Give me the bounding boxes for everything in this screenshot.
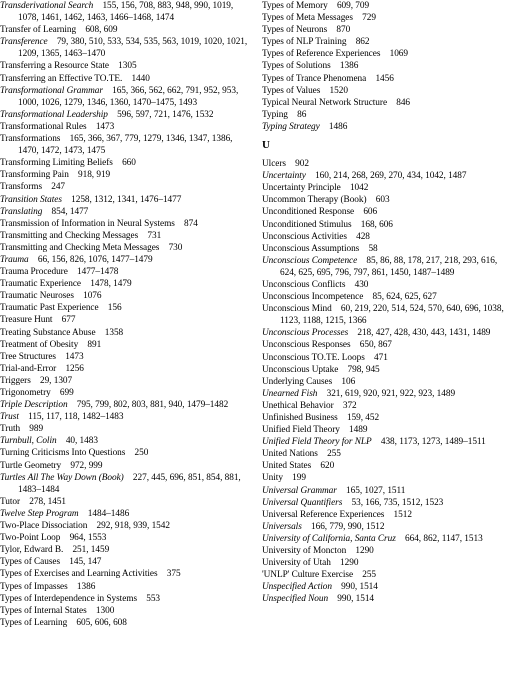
index-entry: [0, 230, 252, 242]
index-term: Unified Field Theory: [262, 425, 340, 436]
index-term: University of Utah: [262, 558, 331, 569]
index-term: Transforming Limiting Beliefs: [0, 158, 113, 169]
index-term: Unconscious Uptake: [262, 364, 339, 375]
index-pages: 1477–1478: [77, 267, 119, 278]
index-term: Unconscious Assumptions: [262, 243, 360, 254]
index-group-u: [262, 158, 506, 605]
index-term: Typical Neural Network Structure: [262, 97, 388, 108]
index-pages: 677: [61, 315, 76, 326]
index-pages: 1486: [328, 121, 348, 132]
index-entry: [262, 0, 506, 12]
index-pages: 1489: [349, 425, 368, 436]
index-term: Unconditioned Stimulus: [262, 219, 352, 230]
index-pages: 159, 452: [346, 413, 380, 423]
index-term: Trauma: [0, 254, 29, 265]
index-term: Transferring a Resource State: [0, 61, 109, 72]
index-pages: 160, 214, 268, 269, 270, 434, 1042, 1487: [315, 171, 467, 182]
index-entry: [262, 545, 506, 557]
index-term: Turnbull, Colin: [0, 436, 57, 447]
index-term: Trust: [0, 412, 19, 423]
index-term: Transformational Grammar: [0, 85, 103, 96]
index-pages: 891: [87, 339, 102, 350]
index-term: Unconditioned Response: [262, 207, 355, 218]
index-term: Types of Neurons: [262, 25, 328, 36]
index-entry: [0, 387, 252, 399]
index-pages: 605, 606, 608: [76, 617, 127, 628]
index-term: Transference: [0, 37, 48, 48]
index-term: Unconscious Competence: [262, 255, 358, 266]
index-pages: 1300: [95, 605, 115, 616]
index-pages: 471: [374, 352, 388, 363]
index-pages: 1456: [375, 73, 394, 84]
index-entry: [0, 363, 252, 375]
index-pages: 66, 156, 826, 1076, 1477–1479: [37, 254, 153, 265]
index-term: Transfer of Learning: [0, 25, 77, 36]
index-term: 'UNLP' Culture Exercise: [262, 570, 354, 581]
index-entry: [262, 581, 506, 593]
index-term: Types of Reference Experiences: [262, 49, 381, 60]
index-pages: 60, 219, 220, 514, 524, 570, 640, 696, 1038, 1123, 1188, 1215, 1366: [280, 304, 504, 327]
index-term: Triple Description: [0, 400, 68, 411]
index-pages: 29, 1307: [39, 375, 73, 386]
index-term: Uncertainty: [262, 171, 306, 182]
index-entry: [262, 73, 506, 85]
index-entry: [262, 279, 506, 291]
index-pages: 553: [146, 593, 161, 604]
index-entry: [262, 557, 506, 569]
index-entry: [262, 121, 506, 133]
index-entry: [0, 447, 252, 459]
index-entry: [262, 158, 506, 170]
index-pages: 1440: [131, 73, 150, 84]
index-entry: [262, 376, 506, 388]
index-group-t-continued: [262, 0, 506, 133]
index-entry: [262, 364, 506, 376]
index-entry: [0, 254, 252, 266]
index-pages: 1042: [349, 183, 369, 194]
index-entry: [262, 460, 506, 472]
index-pages: 1386: [339, 61, 359, 72]
index-entry: [0, 194, 252, 206]
index-pages: 145, 147: [69, 557, 102, 568]
index-pages: 650, 867: [359, 340, 392, 351]
index-entry: [0, 24, 252, 36]
index-pages: 85, 624, 625, 627: [372, 292, 437, 303]
index-pages: 1473: [95, 121, 115, 132]
index-entry: [262, 12, 506, 24]
index-entry: [0, 593, 252, 605]
index-entry: [0, 157, 252, 169]
index-pages: 156: [107, 303, 122, 314]
index-term: Two-Place Dissociation: [0, 521, 88, 532]
index-term: Unconscious Processes: [262, 328, 349, 339]
index-entry: [262, 219, 506, 231]
index-entry: [262, 424, 506, 436]
index-term: Transferring an Effective TO.TE.: [0, 73, 123, 84]
index-term: Typing Strategy: [262, 121, 320, 132]
index-entry: [0, 133, 252, 157]
index-entry: [0, 460, 252, 472]
index-pages: 428: [356, 231, 370, 242]
index-entry: [262, 291, 506, 303]
index-pages: 165, 366, 562, 662, 791, 952, 953, 1000, 1026, 1279, 1346, 1360, 1470–1475, 1493: [18, 85, 239, 108]
index-term: Unity: [262, 473, 283, 484]
index-term: Transformational Rules: [0, 121, 87, 132]
index-entry: [262, 255, 506, 279]
index-entry: [0, 121, 252, 133]
index-pages: 1512: [393, 509, 412, 520]
index-pages: 438, 1173, 1273, 1489–1511: [380, 437, 486, 448]
index-pages: 1520: [329, 85, 348, 96]
index-entry: [262, 593, 506, 605]
index-term: Universal Grammar: [262, 485, 337, 496]
index-entry: [262, 448, 506, 460]
index-term: Types of Solutions: [262, 61, 331, 72]
index-entry: [0, 278, 252, 290]
index-term: Typing: [262, 109, 288, 120]
index-entry: [262, 303, 506, 327]
index-term: Types of Trance Phenomena: [262, 73, 367, 84]
index-term: Tutor: [0, 496, 21, 507]
index-term: Traumatic Neuroses: [0, 291, 74, 302]
index-term: Unconscious Activities: [262, 231, 347, 242]
index-entry: [262, 170, 506, 182]
index-entry: [0, 605, 252, 617]
index-entry: [262, 412, 506, 424]
index-term: Triggers: [0, 375, 31, 386]
index-term: Types of Internal States: [0, 605, 87, 616]
index-pages: 1258, 1312, 1341, 1476–1477: [71, 194, 182, 205]
index-entry: [262, 339, 506, 351]
index-term: Turtle Geometry: [0, 460, 62, 471]
index-pages: 870: [336, 25, 351, 36]
index-pages: 606: [363, 207, 378, 218]
index-term: Turtles All The Way Down (Book): [0, 472, 124, 483]
index-term: Turning Criticisms Into Questions: [0, 448, 126, 459]
index-term: Types of Exercises and Learning Activities: [0, 569, 158, 580]
index-entry: [0, 508, 252, 520]
index-pages: 321, 619, 920, 921, 922, 923, 1489: [326, 388, 456, 399]
index-entry: [0, 496, 252, 508]
index-pages: 990, 1514: [341, 582, 378, 593]
index-pages: 165, 1027, 1511: [346, 485, 406, 496]
index-pages: 58: [368, 243, 378, 254]
index-pages: 854, 1477: [51, 206, 89, 217]
index-entry: [262, 436, 506, 448]
index-term: Unconscious TO.TE. Loops: [262, 352, 365, 363]
index-term: Transmitting and Checking Messages: [0, 230, 139, 241]
index-entry: [0, 242, 252, 254]
index-term: Transderivational Search: [0, 1, 94, 11]
index-pages: 1069: [389, 49, 408, 60]
index-pages: 85, 86, 88, 178, 217, 218, 293, 616, 624, 625, 695, 796, 797, 861, 1450, 1487–1489: [280, 255, 498, 278]
index-pages: 166, 779, 990, 1512: [311, 521, 385, 532]
index-entry: [262, 109, 506, 121]
index-term: Unconscious Responses: [262, 340, 351, 351]
index-entry: [0, 375, 252, 387]
index-pages: 730: [168, 242, 183, 253]
index-pages: 250: [134, 448, 149, 459]
index-entry: [262, 400, 506, 412]
index-entry: [0, 0, 252, 24]
index-term: Unfinished Business: [262, 413, 338, 423]
index-entry: [262, 472, 506, 484]
index-pages: 620: [320, 461, 335, 472]
index-pages: 1358: [104, 327, 124, 338]
index-term: Uncommon Therapy (Book): [262, 195, 367, 206]
index-entry: [262, 24, 506, 36]
index-entry: [262, 485, 506, 497]
index-term: Types of Interdependence in Systems: [0, 593, 138, 604]
index-entry: [0, 568, 252, 580]
index-entry: [0, 206, 252, 218]
index-term: Traumatic Past Experience: [0, 303, 99, 314]
index-pages: 53, 166, 735, 1512, 1523: [351, 497, 444, 508]
index-entry: [0, 435, 252, 447]
index-pages: 603: [375, 195, 390, 206]
index-term: Ulcers: [262, 159, 286, 170]
index-entry: [262, 97, 506, 109]
index-pages: 227, 445, 696, 851, 854, 881, 1483–1484: [18, 472, 241, 495]
index-term: Translating: [0, 206, 43, 217]
index-pages: 255: [362, 570, 377, 581]
index-term: Treating Substance Abuse: [0, 327, 96, 338]
index-entry: [262, 521, 506, 533]
index-entry: [0, 181, 252, 193]
index-term: Unethical Behavior: [262, 400, 334, 411]
index-term: Types of Impasses: [0, 581, 68, 592]
index-entry: [0, 472, 252, 496]
index-pages: 430: [354, 279, 369, 290]
index-entry: [262, 569, 506, 581]
index-entry: [262, 182, 506, 194]
index-entry: [262, 497, 506, 509]
index-term: Types of Meta Messages: [262, 13, 353, 24]
index-pages: 372: [342, 400, 357, 411]
index-entry: [0, 73, 252, 85]
index-pages: 862: [355, 37, 370, 48]
index-pages: 1256: [65, 363, 84, 374]
index-pages: 989: [29, 424, 44, 435]
index-term: Two-Point Loop: [0, 533, 61, 544]
index-pages: 918, 919: [78, 170, 111, 181]
index-pages: 964, 1553: [69, 533, 107, 544]
index-pages: 699: [59, 388, 74, 398]
index-term: Types of NLP Training: [262, 37, 347, 48]
index-pages: 115, 117, 118, 1482–1483: [28, 412, 124, 423]
index-pages: 1290: [355, 546, 374, 557]
index-entry: [0, 218, 252, 230]
index-entry: [0, 169, 252, 181]
index-entry: [262, 85, 506, 97]
index-entry: [0, 617, 252, 629]
index-term: Transmitting and Checking Meta Messages: [0, 242, 160, 253]
index-term: Uncertainty Principle: [262, 183, 341, 194]
index-entry: [0, 36, 252, 60]
index-entry: [0, 266, 252, 278]
index-entry: [262, 206, 506, 218]
index-entry: [262, 509, 506, 521]
index-pages: 874: [184, 218, 198, 229]
index-pages: 155, 156, 708, 883, 948, 990, 1019, 1078, 1461, 1462, 1463, 1466–1468, 1474: [18, 1, 234, 24]
index-pages: 1076: [83, 291, 102, 302]
index-pages: 1473: [65, 351, 84, 362]
index-column-right: [262, 0, 506, 606]
index-pages: 731: [147, 230, 162, 241]
index-term: Traumatic Experience: [0, 279, 82, 290]
index-pages: 902: [295, 159, 309, 170]
index-pages: 79, 380, 510, 533, 534, 535, 563, 1019, 1020, 1021, 1209, 1365, 1463–1470: [18, 37, 248, 60]
index-entry: [0, 339, 252, 351]
index-entry: [262, 533, 506, 545]
index-entry: [0, 532, 252, 544]
index-pages: 1305: [118, 61, 137, 72]
index-term: Transformational Leadership: [0, 109, 108, 120]
index-pages: 168, 606: [360, 219, 393, 230]
index-term: Twelve Step Program: [0, 508, 79, 519]
index-pages: 596, 597, 721, 1476, 1532: [117, 109, 214, 120]
index-pages: 292, 918, 939, 1542: [96, 521, 170, 532]
index-term: United States: [262, 461, 312, 472]
index-term: Unified Field Theory for NLP: [262, 437, 372, 448]
index-entry: [0, 327, 252, 339]
index-entry: [262, 36, 506, 48]
index-column-left: [0, 0, 252, 629]
index-term: Universal Quantifiers: [262, 497, 343, 508]
index-entry: [0, 314, 252, 326]
index-term: Types of Causes: [0, 557, 61, 568]
index-term: University of California, Santa Cruz: [262, 533, 396, 544]
index-entry: [0, 581, 252, 593]
index-pages: 165, 366, 367, 779, 1279, 1346, 1347, 1386, 1470, 1472, 1473, 1475: [18, 134, 233, 157]
index-term: Universals: [262, 521, 302, 532]
index-pages: 660: [122, 158, 136, 169]
index-term: Unconscious Mind: [262, 304, 332, 315]
index-entry: [0, 290, 252, 302]
index-term: Universal Reference Experiences: [262, 509, 385, 520]
index-pages: 798, 945: [347, 364, 380, 375]
index-term: Tree Structures: [0, 351, 56, 362]
index-entry: [0, 60, 252, 72]
index-entry: [0, 556, 252, 568]
index-entry: [0, 85, 252, 109]
index-term: Truth: [0, 424, 21, 435]
index-term: Transition States: [0, 194, 62, 205]
index-pages: 218, 427, 428, 430, 443, 1431, 1489: [357, 328, 491, 339]
index-term: Underlying Causes: [262, 376, 333, 387]
index-term: Transforms: [0, 182, 43, 193]
index-entry: [262, 327, 506, 339]
index-term: United Nations: [262, 449, 318, 460]
index-pages: 990, 1514: [337, 594, 375, 605]
index-pages: 375: [166, 569, 181, 580]
index-pages: 1386: [76, 581, 96, 592]
index-term: Trial-and-Error: [0, 363, 57, 374]
index-term: Types of Memory: [262, 1, 328, 11]
index-term: Types of Values: [262, 85, 321, 96]
index-term: Trigonometry: [0, 388, 51, 398]
index-term: Treasure Hunt: [0, 315, 53, 326]
index-pages: 251, 1459: [72, 545, 110, 556]
index-entry: [262, 388, 506, 400]
index-term: Transmission of Information in Neural Systems: [0, 218, 175, 229]
index-entry: [262, 194, 506, 206]
index-term: Unearned Fish: [262, 388, 318, 399]
index-entry: [0, 423, 252, 435]
index-pages: 247: [51, 182, 66, 193]
index-term: Unconscious Incompetence: [262, 292, 364, 303]
index-term: Unconscious Conflicts: [262, 279, 346, 290]
index-pages: 1290: [340, 558, 359, 569]
index-entry: [0, 109, 252, 121]
index-entry: [0, 544, 252, 556]
index-term: Unspecified Noun: [262, 594, 329, 605]
index-entry: [262, 231, 506, 243]
index-pages: 1478, 1479: [90, 279, 132, 290]
index-pages: 40, 1483: [65, 436, 98, 447]
index-pages: 106: [341, 376, 356, 387]
index-pages: 199: [292, 473, 306, 484]
index-pages: 255: [327, 449, 341, 460]
index-entry: [262, 48, 506, 60]
index-term: Trauma Procedure: [0, 267, 68, 278]
index-term: Unspecified Action: [262, 582, 332, 593]
index-term: Treatment of Obesity: [0, 339, 79, 350]
index-entry: [0, 302, 252, 314]
index-pages: 729: [362, 13, 376, 24]
index-entry: [0, 411, 252, 423]
index-term: University of Moncton: [262, 546, 347, 557]
index-entry: [262, 243, 506, 255]
index-pages: 608, 609: [85, 25, 118, 36]
index-entry: [262, 352, 506, 364]
section-letter-heading: U: [262, 139, 270, 152]
index-term: Types of Learning: [0, 617, 68, 628]
index-pages: 609, 709: [336, 1, 370, 11]
index-entry: [262, 60, 506, 72]
index-pages: 846: [396, 97, 411, 108]
index-term: Transforming Pain: [0, 170, 69, 181]
index-entry: [0, 351, 252, 363]
index-term: Tylor, Edward B.: [0, 545, 64, 556]
index-pages: 795, 799, 802, 803, 881, 940, 1479–1482: [76, 400, 229, 411]
index-term: Transformations: [0, 134, 61, 145]
index-pages: 86: [297, 109, 307, 120]
index-entry: [0, 520, 252, 532]
index-pages: 278, 1451: [29, 496, 67, 507]
index-entry: [0, 399, 252, 411]
index-pages: 1484–1486: [87, 508, 130, 519]
index-pages: 972, 999: [70, 460, 103, 471]
index-pages: 664, 862, 1147, 1513: [405, 533, 483, 544]
